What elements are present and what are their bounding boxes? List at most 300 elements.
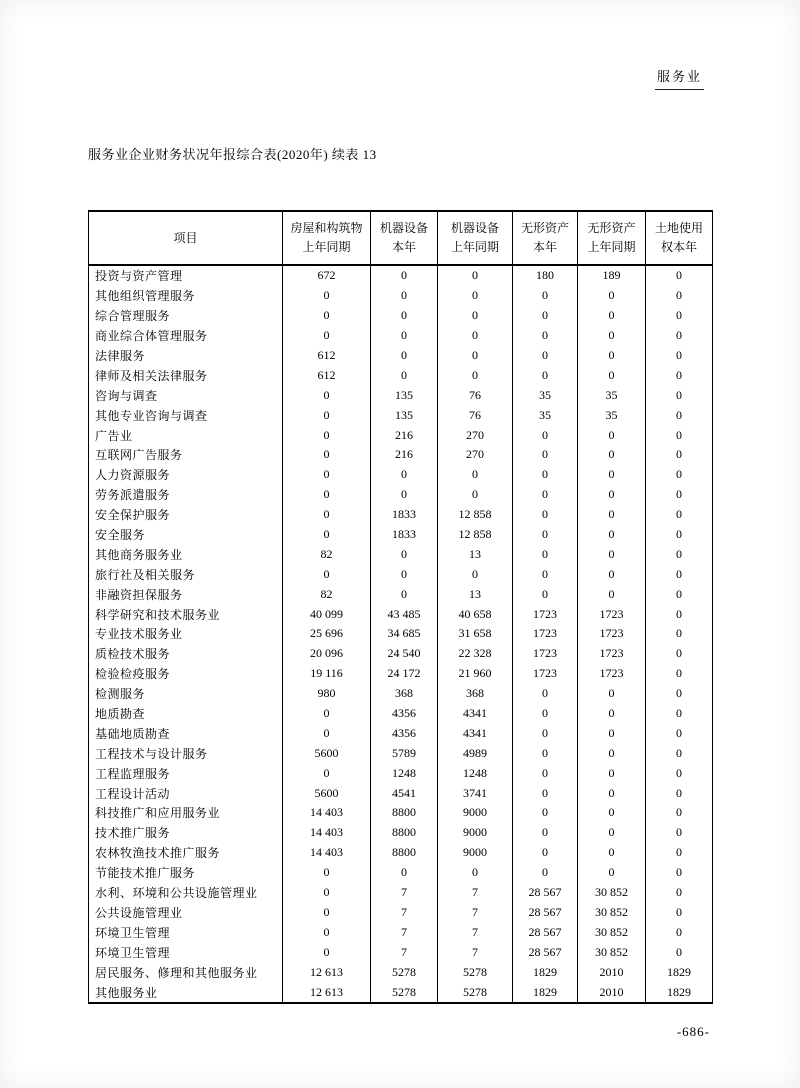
row-value: 0 <box>646 306 713 326</box>
row-value: 672 <box>283 265 371 286</box>
row-value: 0 <box>646 505 713 525</box>
row-value: 0 <box>513 544 578 564</box>
row-item-label: 劳务派遣服务 <box>89 485 283 505</box>
row-value: 0 <box>578 544 646 564</box>
row-value: 0 <box>283 326 371 346</box>
row-value: 82 <box>283 544 371 564</box>
row-value: 612 <box>283 346 371 366</box>
row-item-label: 居民服务、修理和其他服务业 <box>89 962 283 982</box>
row-value: 13 <box>438 584 513 604</box>
row-value: 0 <box>513 803 578 823</box>
table-title: 服务业企业财务状况年报综合表(2020年) 续表 13 <box>88 147 377 162</box>
row-value: 0 <box>646 286 713 306</box>
row-item-label: 其他商务服务业 <box>89 544 283 564</box>
row-value: 0 <box>513 306 578 326</box>
row-value: 0 <box>646 365 713 385</box>
row-value: 5278 <box>371 982 438 1003</box>
row-value: 0 <box>513 326 578 346</box>
row-value: 0 <box>283 425 371 445</box>
row-value: 1829 <box>646 982 713 1003</box>
row-value: 24 540 <box>371 644 438 664</box>
row-value: 0 <box>283 704 371 724</box>
header-col6-line2: 权本年 <box>660 240 697 254</box>
row-value: 1248 <box>371 763 438 783</box>
row-item-label: 其他专业咨询与调查 <box>89 405 283 425</box>
row-value: 1829 <box>646 962 713 982</box>
row-value: 0 <box>646 942 713 962</box>
row-value: 1723 <box>513 664 578 684</box>
row-item-label: 地质勘查 <box>89 704 283 724</box>
row-value: 0 <box>646 823 713 843</box>
header-cell-col3 <box>438 211 513 265</box>
row-item-label: 公共设施管理业 <box>89 903 283 923</box>
header-item-label: 项目 <box>173 230 198 245</box>
row-value: 270 <box>438 425 513 445</box>
row-value: 5600 <box>283 743 371 763</box>
row-value: 0 <box>578 346 646 366</box>
table-row <box>89 445 713 465</box>
row-value: 31 658 <box>438 624 513 644</box>
row-value: 0 <box>513 843 578 863</box>
row-value: 0 <box>283 763 371 783</box>
table-row <box>89 863 713 883</box>
row-value: 8800 <box>371 823 438 843</box>
table-row <box>89 942 713 962</box>
table-body <box>89 265 713 1003</box>
row-value: 22 328 <box>438 644 513 664</box>
row-item-label: 其他组织管理服务 <box>89 286 283 306</box>
row-value: 0 <box>371 306 438 326</box>
row-value: 0 <box>513 286 578 306</box>
row-value: 0 <box>578 684 646 704</box>
row-value: 0 <box>578 704 646 724</box>
row-value: 35 <box>513 405 578 425</box>
row-value: 0 <box>283 942 371 962</box>
row-item-label: 律师及相关法律服务 <box>89 365 283 385</box>
row-value: 4541 <box>371 783 438 803</box>
row-value: 4356 <box>371 704 438 724</box>
header-col2-line1: 机器设备 <box>379 221 428 236</box>
row-value: 0 <box>513 704 578 724</box>
row-value: 1723 <box>578 624 646 644</box>
row-value: 0 <box>578 763 646 783</box>
row-item-label: 人力资源服务 <box>89 465 283 485</box>
row-item-label: 农林牧渔技术推广服务 <box>89 843 283 863</box>
header-col1-line2: 上年同期 <box>302 240 351 254</box>
table-row <box>89 843 713 863</box>
row-value: 0 <box>513 783 578 803</box>
row-value: 7 <box>371 883 438 903</box>
row-value: 0 <box>371 485 438 505</box>
row-value: 4341 <box>438 723 513 743</box>
table-row <box>89 684 713 704</box>
row-item-label: 工程监理服务 <box>89 763 283 783</box>
row-value: 0 <box>646 445 713 465</box>
row-item-label: 质检技术服务 <box>89 644 283 664</box>
row-value: 0 <box>646 664 713 684</box>
table-row <box>89 286 713 306</box>
row-value: 8800 <box>371 843 438 863</box>
row-value: 0 <box>646 584 713 604</box>
table-row <box>89 505 713 525</box>
row-value: 8800 <box>371 803 438 823</box>
table-row <box>89 883 713 903</box>
row-value: 0 <box>371 346 438 366</box>
table-row <box>89 365 713 385</box>
row-value: 0 <box>283 863 371 883</box>
row-value: 0 <box>371 564 438 584</box>
row-value: 76 <box>438 405 513 425</box>
row-item-label: 水利、环境和公共设施管理业 <box>89 883 283 903</box>
row-value: 368 <box>371 684 438 704</box>
row-item-label: 商业综合体管理服务 <box>89 326 283 346</box>
table-row <box>89 564 713 584</box>
row-value: 40 099 <box>283 604 371 624</box>
row-value: 189 <box>578 265 646 286</box>
table-row <box>89 306 713 326</box>
row-value: 135 <box>371 385 438 405</box>
row-value: 0 <box>283 465 371 485</box>
row-item-label: 检测服务 <box>89 684 283 704</box>
row-item-label: 其他服务业 <box>89 982 283 1003</box>
row-value: 5789 <box>371 743 438 763</box>
row-value: 5278 <box>438 982 513 1003</box>
row-value: 30 852 <box>578 922 646 942</box>
row-value: 0 <box>371 326 438 346</box>
row-item-label: 检验检疫服务 <box>89 664 283 684</box>
row-value: 0 <box>646 265 713 286</box>
row-value: 4341 <box>438 704 513 724</box>
row-value: 9000 <box>438 803 513 823</box>
row-value: 0 <box>646 723 713 743</box>
row-value: 0 <box>578 863 646 883</box>
row-value: 21 960 <box>438 664 513 684</box>
row-value: 0 <box>646 564 713 584</box>
row-value: 28 567 <box>513 942 578 962</box>
row-value: 0 <box>646 385 713 405</box>
row-value: 7 <box>438 922 513 942</box>
row-item-label: 广告业 <box>89 425 283 445</box>
row-value: 7 <box>438 903 513 923</box>
row-value: 0 <box>578 525 646 545</box>
row-value: 0 <box>438 286 513 306</box>
row-value: 0 <box>646 604 713 624</box>
row-value: 4356 <box>371 723 438 743</box>
row-value: 980 <box>283 684 371 704</box>
row-value: 0 <box>513 684 578 704</box>
row-value: 0 <box>646 544 713 564</box>
row-value: 4989 <box>438 743 513 763</box>
row-value: 0 <box>371 863 438 883</box>
row-value: 0 <box>438 265 513 286</box>
header-col3-line1: 机器设备 <box>450 221 499 236</box>
row-value: 1248 <box>438 763 513 783</box>
row-value: 1829 <box>513 982 578 1003</box>
row-value: 1723 <box>578 644 646 664</box>
table-header <box>89 211 713 265</box>
row-value: 0 <box>513 584 578 604</box>
row-value: 0 <box>513 485 578 505</box>
row-item-label: 工程技术与设计服务 <box>89 743 283 763</box>
table-row <box>89 624 713 644</box>
row-value: 0 <box>646 644 713 664</box>
row-value: 0 <box>578 783 646 803</box>
row-value: 7 <box>371 903 438 923</box>
row-value: 0 <box>578 743 646 763</box>
row-item-label: 科学研究和技术服务业 <box>89 604 283 624</box>
row-value: 1723 <box>578 604 646 624</box>
table-row <box>89 326 713 346</box>
row-item-label: 节能技术推广服务 <box>89 863 283 883</box>
row-value: 0 <box>513 863 578 883</box>
row-value: 0 <box>646 425 713 445</box>
row-value: 76 <box>438 385 513 405</box>
row-value: 14 403 <box>283 803 371 823</box>
row-value: 0 <box>283 525 371 545</box>
row-item-label: 法律服务 <box>89 346 283 366</box>
header-col3-line2: 上年同期 <box>450 240 499 254</box>
table-row <box>89 704 713 724</box>
row-value: 0 <box>283 306 371 326</box>
header-col2-line2: 本年 <box>391 240 416 254</box>
row-item-label: 环境卫生管理 <box>89 942 283 962</box>
header-col5-line2: 上年同期 <box>587 240 636 254</box>
row-value: 12 858 <box>438 505 513 525</box>
row-value: 0 <box>578 843 646 863</box>
row-item-label: 工程设计活动 <box>89 783 283 803</box>
row-item-label: 技术推广服务 <box>89 823 283 843</box>
table-row <box>89 346 713 366</box>
table-row <box>89 265 713 286</box>
row-value: 3741 <box>438 783 513 803</box>
row-value: 0 <box>646 465 713 485</box>
header-col5-line1: 无形资产 <box>587 221 636 236</box>
row-value: 0 <box>283 445 371 465</box>
row-value: 1833 <box>371 505 438 525</box>
row-value: 1829 <box>513 962 578 982</box>
row-value: 40 658 <box>438 604 513 624</box>
row-value: 28 567 <box>513 883 578 903</box>
row-item-label: 专业技术服务业 <box>89 624 283 644</box>
row-value: 0 <box>371 584 438 604</box>
table-row <box>89 783 713 803</box>
row-value: 0 <box>371 465 438 485</box>
row-value: 0 <box>578 445 646 465</box>
row-value: 30 852 <box>578 883 646 903</box>
header-col4-line1: 无形资产 <box>520 221 569 236</box>
row-value: 7 <box>371 922 438 942</box>
row-value: 35 <box>578 405 646 425</box>
row-value: 216 <box>371 445 438 465</box>
row-value: 0 <box>438 863 513 883</box>
page-number: -686- <box>676 1024 710 1039</box>
row-value: 0 <box>646 803 713 823</box>
row-item-label: 咨询与调查 <box>89 385 283 405</box>
row-value: 12 613 <box>283 982 371 1003</box>
row-value: 2010 <box>578 982 646 1003</box>
row-value: 20 096 <box>283 644 371 664</box>
row-value: 0 <box>646 525 713 545</box>
row-value: 368 <box>438 684 513 704</box>
row-value: 135 <box>371 405 438 425</box>
row-value: 7 <box>438 883 513 903</box>
row-value: 0 <box>513 723 578 743</box>
row-value: 0 <box>578 505 646 525</box>
row-value: 0 <box>646 405 713 425</box>
row-value: 0 <box>578 465 646 485</box>
row-value: 0 <box>438 564 513 584</box>
row-value: 0 <box>646 843 713 863</box>
row-item-label: 综合管理服务 <box>89 306 283 326</box>
table-row <box>89 485 713 505</box>
row-value: 0 <box>513 505 578 525</box>
row-item-label: 互联网广告服务 <box>89 445 283 465</box>
row-value: 7 <box>438 942 513 962</box>
row-value: 9000 <box>438 843 513 863</box>
row-value: 0 <box>283 883 371 903</box>
table-row <box>89 763 713 783</box>
table-row <box>89 425 713 445</box>
row-value: 2010 <box>578 962 646 982</box>
row-value: 24 172 <box>371 664 438 684</box>
row-value: 1723 <box>513 624 578 644</box>
row-value: 0 <box>283 286 371 306</box>
row-value: 0 <box>438 365 513 385</box>
row-value: 12 613 <box>283 962 371 982</box>
row-value: 82 <box>283 584 371 604</box>
row-value: 13 <box>438 544 513 564</box>
row-value: 0 <box>578 286 646 306</box>
row-value: 0 <box>513 823 578 843</box>
row-value: 0 <box>646 883 713 903</box>
row-value: 0 <box>646 743 713 763</box>
row-value: 1723 <box>513 604 578 624</box>
table-row <box>89 982 713 1003</box>
row-value: 0 <box>283 564 371 584</box>
row-value: 0 <box>578 723 646 743</box>
row-value: 0 <box>578 584 646 604</box>
row-item-label: 旅行社及相关服务 <box>89 564 283 584</box>
row-item-label: 非融资担保服务 <box>89 584 283 604</box>
table-row <box>89 664 713 684</box>
header-col4-line2: 本年 <box>532 240 557 254</box>
table-row <box>89 405 713 425</box>
table-row <box>89 962 713 982</box>
row-value: 0 <box>438 485 513 505</box>
row-value: 0 <box>283 405 371 425</box>
row-value: 0 <box>578 485 646 505</box>
row-value: 0 <box>646 763 713 783</box>
row-value: 1833 <box>371 525 438 545</box>
row-value: 0 <box>646 922 713 942</box>
table-row <box>89 823 713 843</box>
header-row <box>89 211 713 265</box>
row-value: 28 567 <box>513 903 578 923</box>
row-value: 19 116 <box>283 664 371 684</box>
row-value: 0 <box>578 306 646 326</box>
table-row <box>89 604 713 624</box>
header-col1-line1: 房屋和构筑物 <box>290 221 363 236</box>
row-value: 216 <box>371 425 438 445</box>
row-value: 0 <box>438 306 513 326</box>
row-value: 0 <box>438 326 513 346</box>
table-row <box>89 525 713 545</box>
row-value: 1723 <box>513 644 578 664</box>
row-value: 0 <box>646 326 713 346</box>
row-value: 0 <box>513 425 578 445</box>
row-value: 612 <box>283 365 371 385</box>
row-value: 35 <box>513 385 578 405</box>
row-value: 0 <box>371 286 438 306</box>
header-cell-col4 <box>513 211 578 265</box>
row-value: 30 852 <box>578 942 646 962</box>
row-value: 0 <box>646 783 713 803</box>
header-cell-col6 <box>646 211 713 265</box>
row-value: 0 <box>578 823 646 843</box>
report-table-wrap <box>88 210 712 1004</box>
row-value: 0 <box>578 326 646 346</box>
row-value: 0 <box>646 863 713 883</box>
row-value: 0 <box>646 624 713 644</box>
row-value: 43 485 <box>371 604 438 624</box>
table-row <box>89 465 713 485</box>
row-value: 0 <box>578 425 646 445</box>
row-value: 14 403 <box>283 843 371 863</box>
row-value: 0 <box>283 723 371 743</box>
row-value: 0 <box>646 346 713 366</box>
row-item-label: 科技推广和应用服务业 <box>89 803 283 823</box>
header-cell-col5 <box>578 211 646 265</box>
row-value: 0 <box>513 763 578 783</box>
header-col6-line1: 土地使用 <box>654 221 703 236</box>
row-item-label: 投资与资产管理 <box>89 265 283 286</box>
table-row <box>89 743 713 763</box>
row-value: 0 <box>513 346 578 366</box>
row-value: 14 403 <box>283 823 371 843</box>
table-row <box>89 723 713 743</box>
row-value: 0 <box>283 922 371 942</box>
row-value: 7 <box>371 942 438 962</box>
row-value: 5278 <box>371 962 438 982</box>
row-value: 0 <box>646 485 713 505</box>
row-value: 34 685 <box>371 624 438 644</box>
row-value: 0 <box>283 485 371 505</box>
table-row <box>89 644 713 664</box>
row-value: 0 <box>283 903 371 923</box>
row-value: 0 <box>283 505 371 525</box>
row-value: 0 <box>646 903 713 923</box>
row-value: 28 567 <box>513 922 578 942</box>
header-cell-item <box>89 211 283 265</box>
table-row <box>89 803 713 823</box>
row-value: 0 <box>578 803 646 823</box>
report-table <box>88 210 713 1004</box>
table-row <box>89 385 713 405</box>
row-item-label: 安全保护服务 <box>89 505 283 525</box>
header-cell-col1 <box>283 211 371 265</box>
row-value: 0 <box>438 346 513 366</box>
row-item-label: 基础地质勘查 <box>89 723 283 743</box>
row-item-label: 环境卫生管理 <box>89 922 283 942</box>
row-value: 0 <box>513 525 578 545</box>
row-value: 5278 <box>438 962 513 982</box>
row-value: 0 <box>578 365 646 385</box>
row-value: 270 <box>438 445 513 465</box>
row-value: 0 <box>371 365 438 385</box>
table-row <box>89 544 713 564</box>
row-item-label: 安全服务 <box>89 525 283 545</box>
row-value: 9000 <box>438 823 513 843</box>
